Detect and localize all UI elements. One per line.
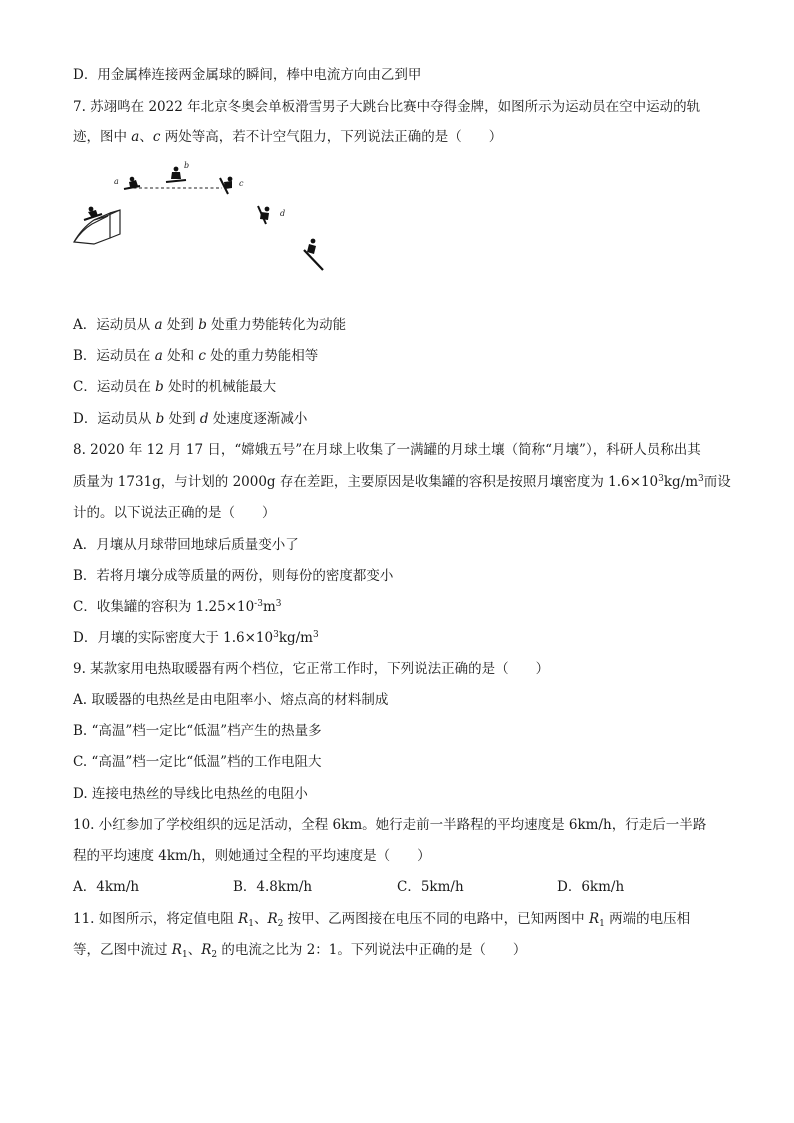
- q10-stem-line1: 10. 小红参加了学校组织的远足活动，全程 6km。她行走前一半路程的平均速度是 6km/h，行走后一半路: [73, 817, 707, 833]
- q7-option-b: B．运动员在 a 处和 c 处的重力势能相等: [73, 348, 319, 364]
- q10-option-a: A．4km/h: [73, 879, 140, 895]
- q10-option-c: C．5km/h: [397, 879, 464, 895]
- q6-option-d: D．用金属棒连接两金属球的瞬间，棒中电流方向由乙到甲: [73, 67, 422, 83]
- q9-option-d: D. 连接电热丝的导线比电热丝的电阻小: [73, 786, 308, 802]
- q8-option-c: C．收集罐的容积为 $1.25\times 10^{-3}m^3$: [73, 599, 282, 615]
- label-c: c: [239, 179, 244, 188]
- q8-stem-line1: 8. 2020 年 12 月 17 日，“嫦娥五号”在月球上收集了一满罐的月球土壤（简称“月壤”），科研人员称出其: [73, 442, 701, 458]
- skier-position-d: [258, 206, 269, 224]
- q7-option-d: D．运动员从 b 处到 d 处速度逐渐减小: [73, 411, 308, 427]
- q8-option-b: B．若将月壤分成等质量的两份，则每份的密度都变小: [73, 568, 394, 584]
- skier-position-b: [166, 167, 186, 182]
- skier-position-c: [220, 177, 232, 194]
- q8-stem-line3: 计的。以下说法正确的是（ ）: [73, 505, 276, 521]
- label-a: a: [114, 177, 119, 186]
- q7-stem-line2: 迹，图中 a、c 两处等高，若不计空气阻力，下列说法正确的是（ ）: [73, 129, 503, 145]
- q8-option-a: A．月壤从月球带回地球后质量变小了: [73, 537, 299, 553]
- q11-stem-line2: 等，乙图中流过 $R_1$、$R_2$ 的电流之比为 2：1。下列说法中正确的是（ ）: [73, 942, 527, 960]
- q10-option-d: D．6km/h: [557, 879, 625, 895]
- skier-position-a: [124, 177, 140, 189]
- q9-option-a: A. 取暖器的电热丝是由电阻率小、熔点高的材料制成: [73, 692, 389, 708]
- q9-option-c: C. “高温”档一定比“低温”档的工作电阻大: [73, 754, 322, 770]
- q7-trajectory-figure: [70, 158, 330, 278]
- q7-option-c: C．运动员在 b 处时的机械能最大: [73, 379, 277, 395]
- q8-option-d: D．月壤的实际密度大于 $1.6\times 10^3kg/m^3$: [73, 630, 319, 646]
- q9-option-b: B. “高温”档一定比“低温”档产生的热量多: [73, 723, 322, 739]
- q11-stem-line1: 11. 如图所示，将定值电阻 $R_1$、$R_2$ 按甲、乙两图接在电压不同的电路中，已知两图中 $R_1$ 两端的电压相: [73, 911, 691, 929]
- q10-option-b: B．4.8km/h: [233, 879, 313, 895]
- skier-landing: [304, 239, 323, 270]
- label-b: b: [184, 161, 190, 170]
- q7-option-a: A．运动员从 a 处到 b 处重力势能转化为动能: [73, 317, 347, 333]
- q7-stem-line1: 7. 苏翊鸣在 2022 年北京冬奥会单板滑雪男子大跳台比赛中夺得金牌，如图所示为运动员在空中运动的轨: [73, 99, 701, 115]
- q9-stem: 9. 某款家用电热取暖器有两个档位，它正常工作时，下列说法正确的是（ ）: [73, 661, 550, 677]
- q10-stem-line2: 程的平均速度 4km/h，则她通过全程的平均速度是（ ）: [73, 848, 431, 864]
- label-d: d: [280, 209, 286, 218]
- q8-stem-line2: 质量为 1731g，与计划的 2000g 存在差距，主要原因是收集罐的容积是按照月壤密度为 $1.6\times 10^3kg/m^3$而设: [73, 474, 731, 490]
